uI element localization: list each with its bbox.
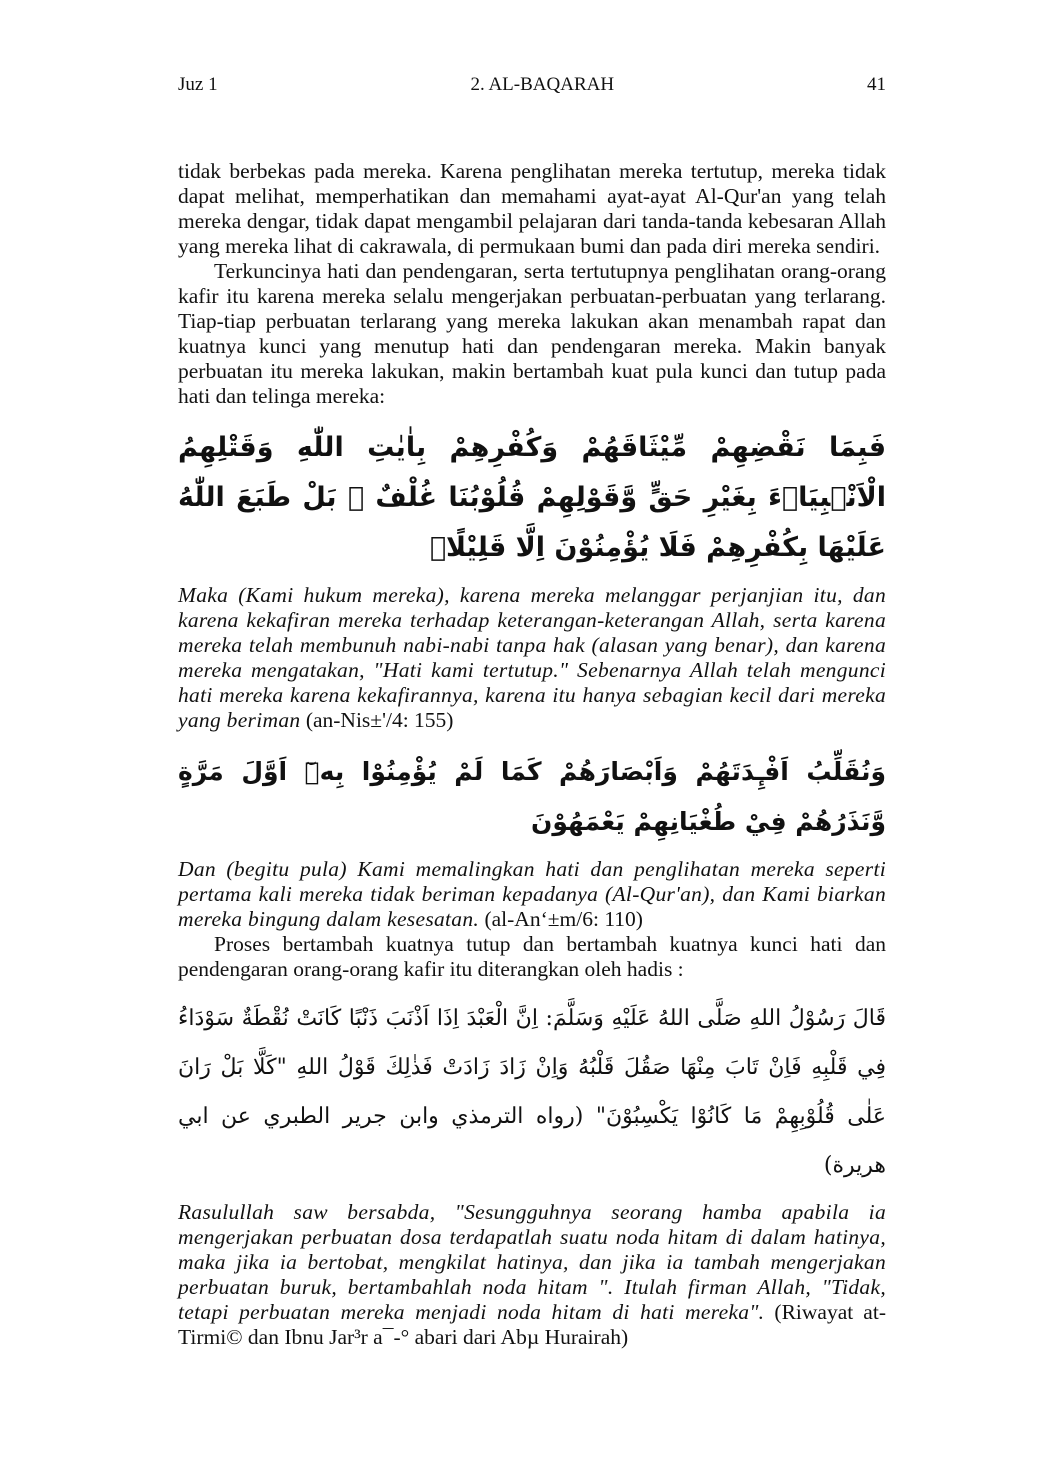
page-header [178, 72, 886, 98]
surah-title: 2. AL-BAQARAH [470, 74, 615, 95]
quran-verse-arabic: فَبِمَا نَقْضِهِمْ مِّيْثَاقَهُمْ وَكُفْرِهِمْ بِاٰيٰتِ اللّٰهِ وَقَتْلِهِمُ الْاَنْۢبِيَاۤءَ بِغَيْرِ حَقٍّ وَّقَوْلِهِمْ قُلُوْبُنَا غُلْفٌ ۗ بَلْ طَبَعَ اللّٰهُ عَلَيْهَا بِكُفْرِهِمْ فَلَا يُؤْمِنُوْنَ اِلَّا قَلِيْلًاۖ [178, 432, 886, 563]
juz-label: Juz 1 [178, 74, 218, 95]
paragraph: Proses bertambah kuatnya tutup dan bertambah kuatnya kunci hati dan pendengaran orang-orang kafir itu diterangkan oleh hadis : [178, 932, 886, 981]
verse-translation [178, 857, 886, 982]
paragraph: tidak berbekas pada mereka. Karena penglihatan mereka tertutup, mereka tidak dapat melihat, memperhatikan dan memahami ayat-ayat Al-Qur'an yang telah mereka dengar, tidak dapat mengambil pelajaran dari tanda-tanda kebesaran Allah yang mereka lihat di cakrawala, di permukaan bumi dan pada diri mereka sendiri. [178, 159, 886, 258]
hadith-translation [178, 1200, 886, 1350]
page [178, 72, 886, 1470]
body-text [178, 159, 886, 409]
verse-reference: (an-Nis±'/4: 155) [300, 708, 454, 732]
translation-text: Rasulullah saw bersabda, "Sesungguhnya seorang hamba apabila ia mengerjakan perbuatan dosa terdapatlah suatu noda hitam di dalam hatinya, maka jika ia bertobat, mengkilat hatinya, dan jika ia tambah mengerjakan perbuatan buruk, bertambahlah noda hitam ". Itulah firman Allah, "Tidak, tetapi perbuatan mereka menjadi noda hitam di hati mereka". [178, 1200, 886, 1324]
hadith-reference: (Riwayat at-Tirmi© dan Ibnu Jar³r a¯-° abari dari Abµ Hurairah) [178, 1300, 886, 1349]
hadith-arabic: قَالَ رَسُوْلُ اللهِ صَلَّى اللهُ عَلَيْهِ وَسَلَّمَ: اِنَّ الْعَبْدَ اِذَا اَذْنَبَ ذَنْبًا كَانَتْ نُقْطَةٌ سَوْدَاءُ فِي قَلْبِهِ فَاِنْ تَابَ مِنْهَا صَقُلَ قَلْبُهُ وَاِنْ زَادَ زَادَتْ فَذٰلِكَ قَوْلُ اللهِ "كَلَّا بَلْ رَانَ عَلٰى قُلُوْبِهِمْ مَا كَانُوْا يَكْسِبُوْنَ" (رواه الترمذي وابن جرير الطبري عن ابي هريرة) [178, 1006, 886, 1178]
quran-verse-arabic: وَنُقَلِّبُ اَفْـِٕدَتَهُمْ وَاَبْصَارَهُمْ كَمَا لَمْ يُؤْمِنُوْا بِهٖٓ اَوَّلَ مَرَّةٍ وَّنَذَرُهُمْ فِيْ طُغْيَانِهِمْ يَعْمَهُوْنَ [178, 757, 886, 836]
translation-text: Dan (begitu pula) Kami memalingkan hati dan penglihatan mereka seperti pertama kali mereka tidak beriman kepadanya (Al-Qur'an), dan Kami biarkan mereka bingung dalam kesesatan. [178, 857, 886, 931]
verse-reference: (al-An‘±m/6: 110) [479, 907, 643, 931]
translation-text: Maka (Kami hukum mereka), karena mereka melanggar perjanjian itu, dan karena kekafiran mereka terhadap keterangan-keterangan Allah, serta karena mereka telah membunuh nabi-nabi tanpa hak (alasan yang benar), dan karena mereka mengatakan, "Hati kami tertutup." Sebenarnya Allah telah mengunci hati mereka karena kekafirannya, karena itu hanya sebagian kecil dari mereka yang beriman [178, 583, 886, 732]
paragraph: Terkuncinya hati dan pendengaran, serta tertutupnya penglihatan orang-orang kafir itu karena mereka selalu mengerjakan perbuatan-perbuatan yang terlarang. Tiap-tiap perbuatan terlarang yang mereka lakukan akan menambah rapat dan kuatnya kunci yang menutup hati dan pendengaran mereka. Makin banyak perbuatan itu mereka lakukan, makin bertambah kuat pula kunci dan tutup pada hati dan telinga mereka: [178, 259, 886, 408]
page-number: 41 [866, 74, 886, 95]
verse-translation [178, 583, 886, 733]
